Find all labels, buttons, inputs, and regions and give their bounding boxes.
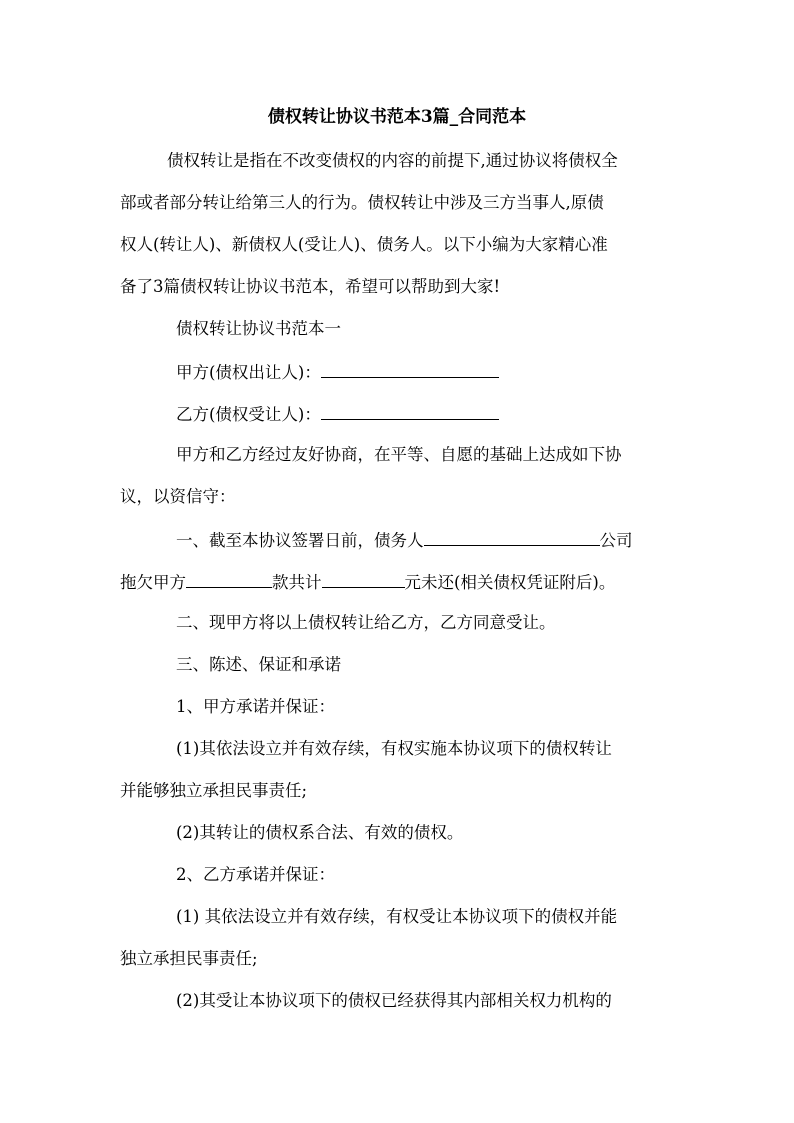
clause-3: 三、陈述、保证和承诺 — [176, 655, 341, 674]
party-b-line — [176, 399, 676, 429]
intro-line-1: 债权转让是指在不改变债权的内容的前提下,通过协议将债权全 — [167, 151, 618, 170]
loan-type-blank[interactable] — [186, 567, 272, 588]
clause-2: 二、现甲方将以上债权转让给乙方，乙方同意受让。 — [176, 613, 556, 632]
item-1: 1、甲方承诺并保证： — [176, 697, 335, 716]
intro-line-3: 权人(转让人)、新债权人(受让人)、债务人。以下小编为大家精心准 — [120, 235, 608, 254]
agreement-line-2: 议，以资信守： — [120, 487, 236, 506]
item-2-1-line-1: (1) 其依法设立并有效存续，有权受让本协议项下的债权并能 — [176, 907, 618, 926]
party-a-blank[interactable] — [321, 357, 499, 378]
party-a-label: 甲方(债权出让人)： — [176, 363, 321, 382]
intro-line-2: 部或者部分转让给第三人的行为。债权转让中涉及三方当事人,原债 — [120, 193, 604, 212]
clause-1-text-c: 拖欠甲方 — [120, 573, 186, 592]
party-b-blank[interactable] — [321, 399, 499, 420]
clause-1-text-d: 款共计 — [272, 573, 322, 592]
clause-1-text-b: 公司 — [599, 531, 633, 550]
party-a-line — [176, 357, 676, 387]
clause-1-line-2 — [120, 567, 676, 597]
item-1-2: (2)其转让的债权系合法、有效的债权。 — [176, 823, 464, 842]
agreement-line-1: 甲方和乙方经过友好协商，在平等、自愿的基础上达成如下协 — [176, 445, 622, 464]
amount-blank[interactable] — [322, 567, 405, 588]
debtor-blank[interactable] — [424, 525, 600, 546]
section-heading: 债权转让协议书范本一 — [176, 319, 341, 338]
intro-line-4: 备了3篇债权转让协议书范本，希望可以帮助到大家! — [120, 277, 501, 296]
party-b-label: 乙方(债权受让人)： — [176, 405, 321, 424]
item-1-1-line-1: (1)其依法设立并有效存续，有权实施本协议项下的债权转让 — [176, 739, 612, 758]
document-title: 债权转让协议书范本3篇_合同范本 — [267, 107, 527, 127]
clause-1-line-1 — [176, 525, 676, 555]
item-2-1-line-2: 独立承担民事责任; — [120, 949, 258, 968]
item-2: 2、乙方承诺并保证： — [176, 865, 335, 884]
item-1-1-line-2: 并能够独立承担民事责任; — [120, 781, 308, 800]
clause-1-text-e: 元未还(相关债权凭证附后)。 — [404, 573, 616, 592]
item-2-2-line-1: (2)其受让本协议项下的债权已经获得其内部相关权力机构的 — [176, 991, 612, 1010]
clause-1-text-a: 一、截至本协议签署日前，债务人 — [176, 531, 424, 550]
